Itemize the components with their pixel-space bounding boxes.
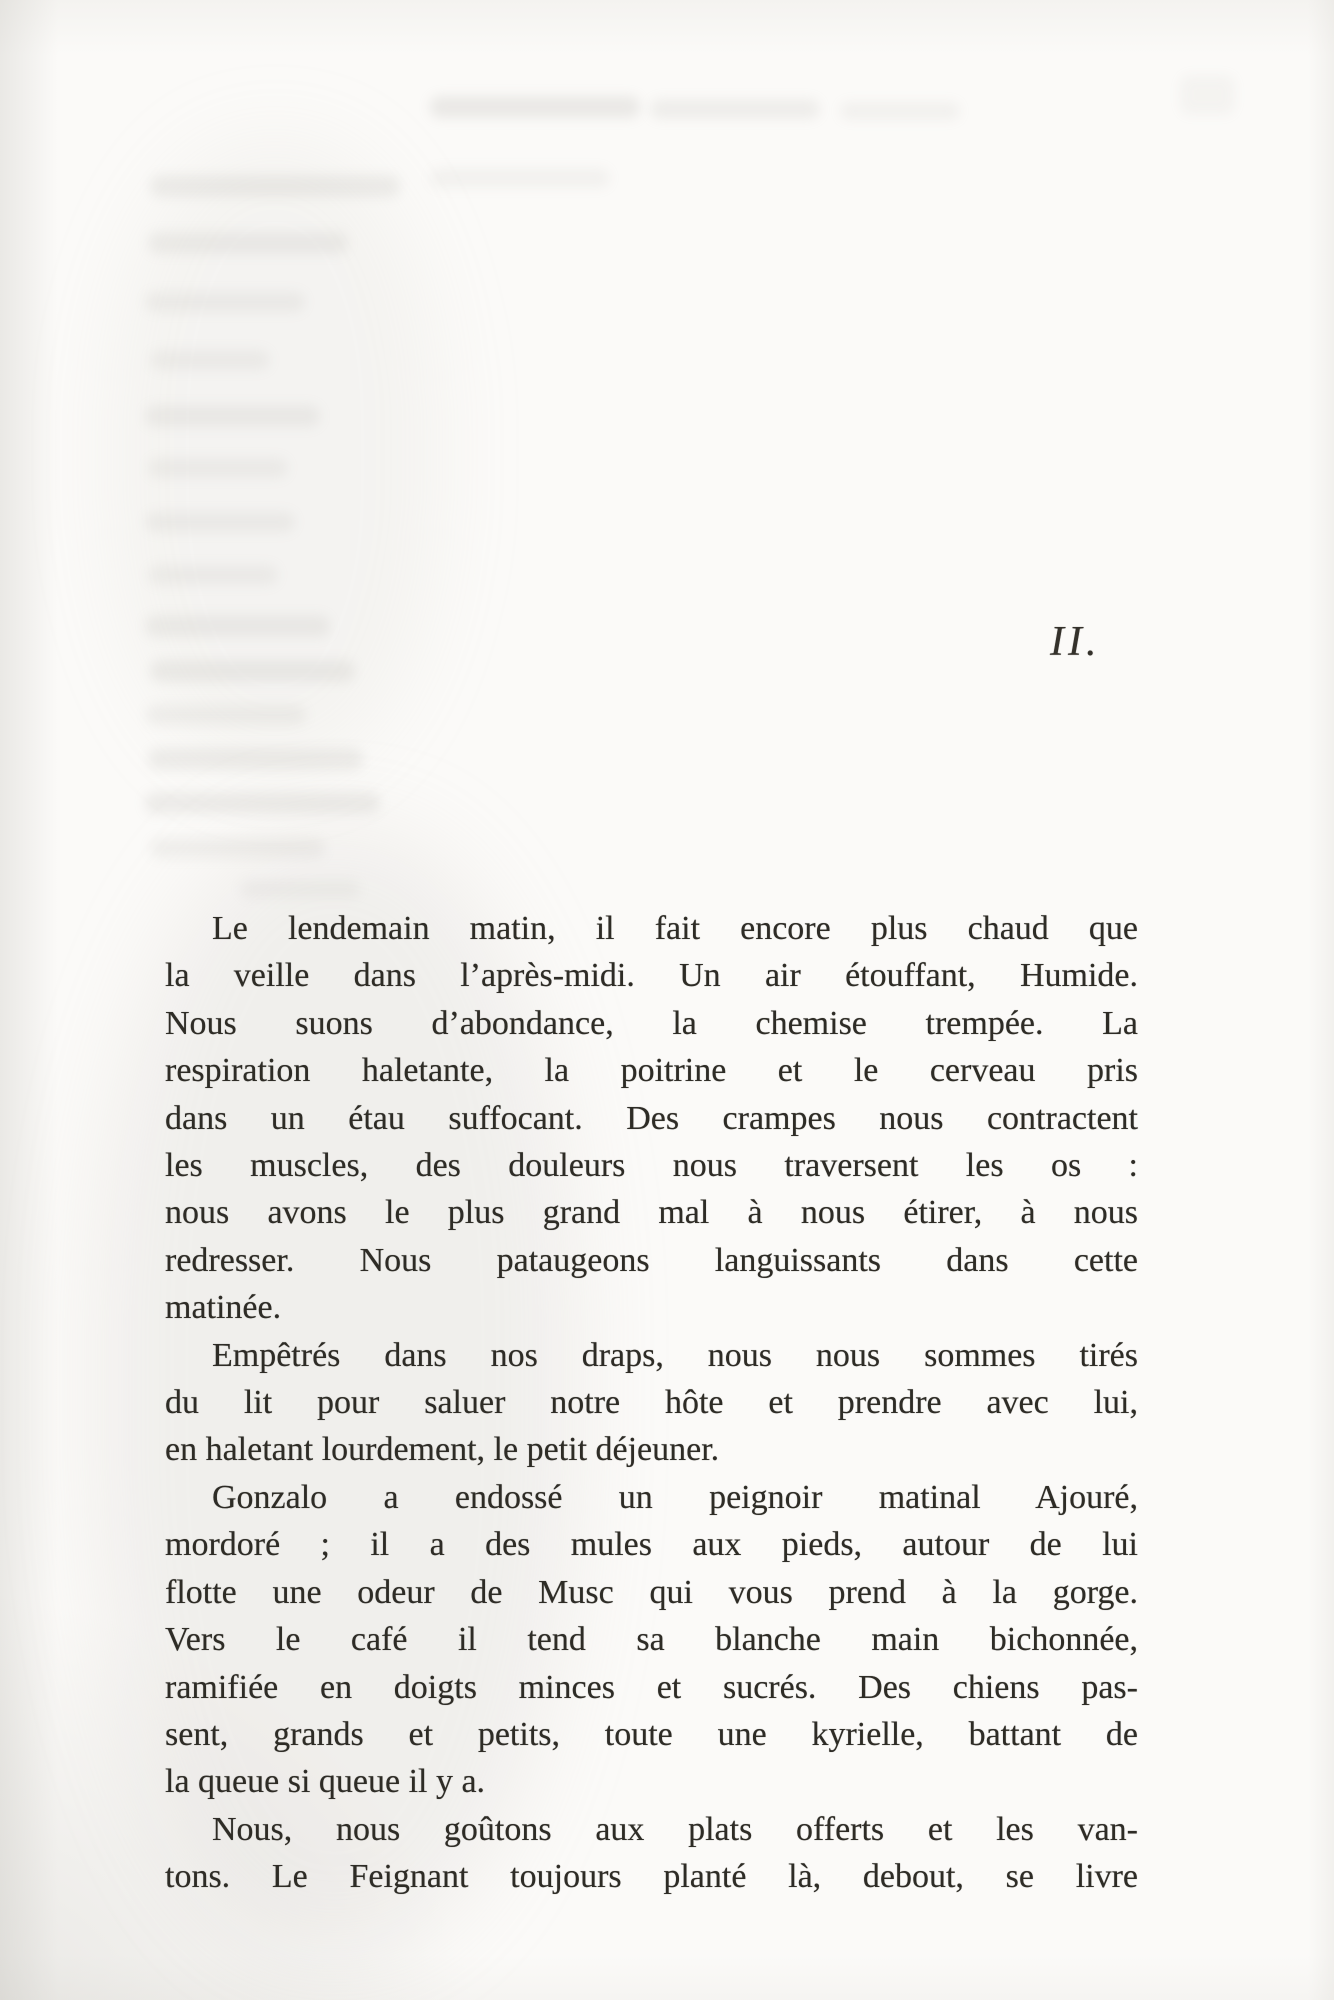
paragraph	[165, 1474, 1138, 1806]
text-line: Le lendemain matin, il fait encore plus chaud que	[212, 910, 1138, 947]
bleedthrough-smudge	[650, 99, 820, 119]
bleedthrough-smudge	[145, 615, 330, 637]
bleedthrough-smudge	[145, 405, 320, 427]
text-line: mordoré ; il a des mules aux pieds, autour de lui	[165, 1526, 1138, 1564]
text-line: respiration haletante, la poitrine et le cerveau pris	[165, 1052, 1138, 1090]
bleedthrough-smudge	[145, 292, 305, 312]
bleedthrough-smudge	[240, 880, 360, 898]
text-line: les muscles, des douleurs nous traversent les os :	[165, 1147, 1138, 1185]
text-line: ramifiée en doigts minces et sucrés. Des chiens pas-	[165, 1668, 1138, 1706]
bleedthrough-smudge	[430, 96, 640, 118]
text-line: dans un étau suffocant. Des crampes nous contractent	[165, 1099, 1138, 1137]
bleedthrough-smudge	[148, 232, 348, 254]
paragraph	[165, 905, 1138, 1332]
text-line: matinée.	[165, 1289, 282, 1327]
page-body	[165, 905, 1138, 1901]
bleedthrough-smudge	[150, 350, 270, 370]
paragraph	[165, 1332, 1138, 1474]
text-line: du lit pour saluer notre hôte et prendre avec lui,	[165, 1384, 1138, 1422]
text-line: Empêtrés dans nos draps, nous nous sommes tirés	[212, 1336, 1138, 1374]
text-line: nous avons le plus grand mal à nous étirer, à nous	[165, 1194, 1138, 1232]
bleedthrough-smudge	[146, 705, 306, 725]
bleedthrough-smudge	[430, 168, 610, 188]
bleedthrough-smudge	[150, 660, 355, 682]
text-line: Nous suons d’abondance, la chemise trempée. La	[165, 1004, 1138, 1042]
bleedthrough-smudge	[1180, 75, 1235, 115]
bleedthrough-smudge	[150, 838, 325, 858]
text-line: sent, grands et petits, toute une kyrielle, battant de	[165, 1715, 1138, 1753]
scan-shading-upper-left	[110, 140, 440, 770]
bleedthrough-smudge	[145, 512, 295, 532]
bleedthrough-smudge	[148, 565, 278, 585]
text-line: Gonzalo a endossé un peignoir matinal Ajouré,	[212, 1478, 1138, 1516]
text-line: Vers le café il tend sa blanche main bichonnée,	[165, 1621, 1138, 1659]
chapter-number-heading: II.	[1050, 619, 1101, 665]
bleedthrough-smudge	[840, 102, 960, 120]
text-line: la queue si queue il y a.	[165, 1763, 486, 1801]
bleedthrough-smudge	[150, 175, 400, 197]
text-line: redresser. Nous pataugeons languissants dans cette	[165, 1241, 1138, 1279]
bleedthrough-smudge	[148, 748, 363, 770]
text-line: en haletant lourdement, le petit déjeuner.	[165, 1431, 720, 1469]
text-line: la veille dans l’après-midi. Un air étouffant, Humide.	[165, 957, 1138, 995]
paragraph	[165, 1806, 1138, 1901]
text-line: Nous, nous goûtons aux plats offerts et les van-	[212, 1810, 1138, 1848]
text-line: flotte une odeur de Musc qui vous prend à la gorge.	[165, 1573, 1138, 1611]
bleedthrough-smudge	[145, 792, 380, 814]
bleedthrough-smudge	[148, 458, 288, 478]
text-line: tons. Le Feignant toujours planté là, debout, se livre	[165, 1858, 1138, 1896]
